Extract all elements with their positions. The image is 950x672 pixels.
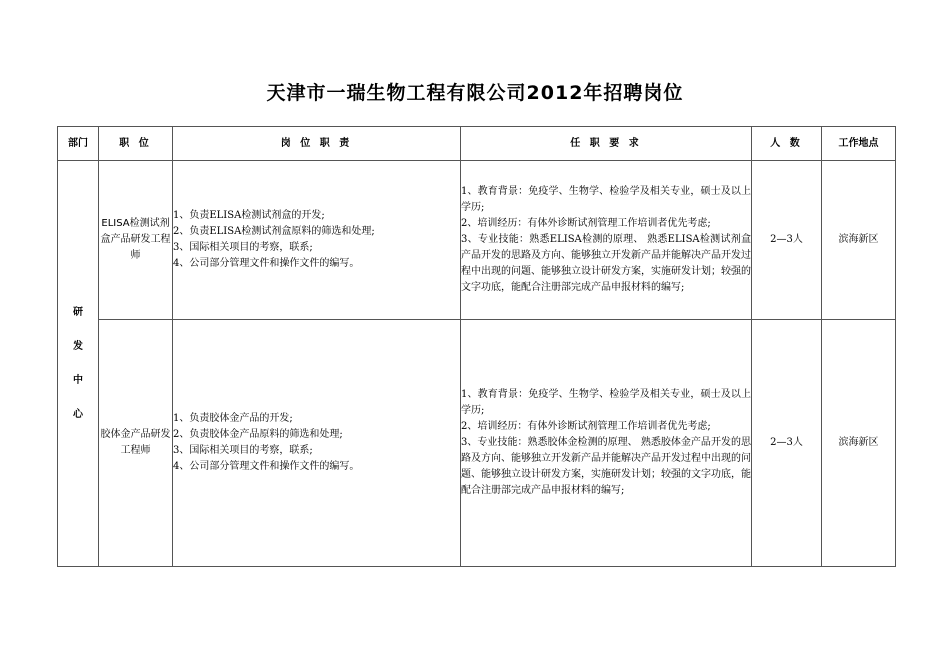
header-dept: 部门 — [58, 127, 99, 161]
duty-line: 2、负责ELISA检测试剂盒原料的筛选和处理; — [173, 226, 375, 237]
table-header-row — [58, 127, 896, 161]
requirement-line: 1、教育背景：免疫学、生物学、检验学及相关专业，硕士及以上学历; — [461, 186, 751, 213]
requirement-line: 2、培训经历：有体外诊断试剂管理工作培训者优先考虑; — [461, 218, 711, 229]
header-count: 人 数 — [752, 127, 822, 161]
duties-cell — [173, 161, 461, 320]
table-row — [58, 320, 896, 567]
position-cell: ELISA检测试剂盒产品研发工程师 — [99, 161, 173, 320]
header-duties: 岗 位 职 责 — [173, 127, 461, 161]
header-requirements: 任 职 要 求 — [461, 127, 752, 161]
duty-line: 4、公司部分管理文件和操作文件的编写。 — [173, 461, 360, 472]
requirements-cell — [461, 320, 752, 567]
location-cell: 滨海新区 — [822, 161, 896, 320]
header-location: 工作地点 — [822, 127, 896, 161]
job-table — [57, 126, 896, 567]
duty-line: 3、国际相关项目的考察，联系; — [173, 445, 313, 456]
count-cell: 2—3人 — [752, 161, 822, 320]
requirement-line: 2、培训经历：有体外诊断试剂管理工作培训者优先考虑; — [461, 421, 711, 432]
department-char: 心 — [73, 408, 83, 420]
requirement-line: 1、教育背景：免疫学、生物学、检验学及相关专业，硕士及以上学历; — [461, 389, 751, 416]
duty-line: 1、负责ELISA检测试剂盒的开发; — [173, 210, 325, 221]
requirement-line: 3、专业技能：熟悉胶体金检测的原理、 熟悉胶体金产品开发的思路及方向、能够独立开发新产品并能解决产品开发过程中出现的问题、能够独立设计研发方案，实施研发计划；较强的文字功底，能配合注册部完成产品申报材料的编写; — [461, 437, 751, 496]
count-cell: 2—3人 — [752, 320, 822, 567]
location-cell: 滨海新区 — [822, 320, 896, 567]
department-cell — [58, 161, 99, 567]
table-row — [58, 161, 896, 320]
duty-line: 1、负责胶体金产品的开发; — [173, 413, 293, 424]
duties-cell — [173, 320, 461, 567]
department-char: 研 — [73, 306, 83, 318]
header-position: 职 位 — [99, 127, 173, 161]
duty-line: 3、国际相关项目的考察，联系; — [173, 242, 313, 253]
department-char: 中 — [73, 374, 83, 386]
requirement-line: 3、专业技能：熟悉ELISA检测的原理、 熟悉ELISA检测试剂盒产品开发的思路及方向、能够独立开发新产品并能解决产品开发过程中出现的问题、能够独立设计研发方案，实施研发计划；较强的文字功底，能配合注册部完成产品申报材料的编写; — [461, 234, 751, 293]
duty-line: 2、负责胶体金产品原料的筛选和处理; — [173, 429, 343, 440]
duty-line: 4、公司部分管理文件和操作文件的编写。 — [173, 258, 360, 269]
department-char: 发 — [73, 340, 83, 352]
page-title: 天津市一瑞生物工程有限公司2012年招聘岗位 — [266, 82, 684, 104]
requirements-cell — [461, 161, 752, 320]
position-cell: 胶体金产品研发工程师 — [99, 320, 173, 567]
